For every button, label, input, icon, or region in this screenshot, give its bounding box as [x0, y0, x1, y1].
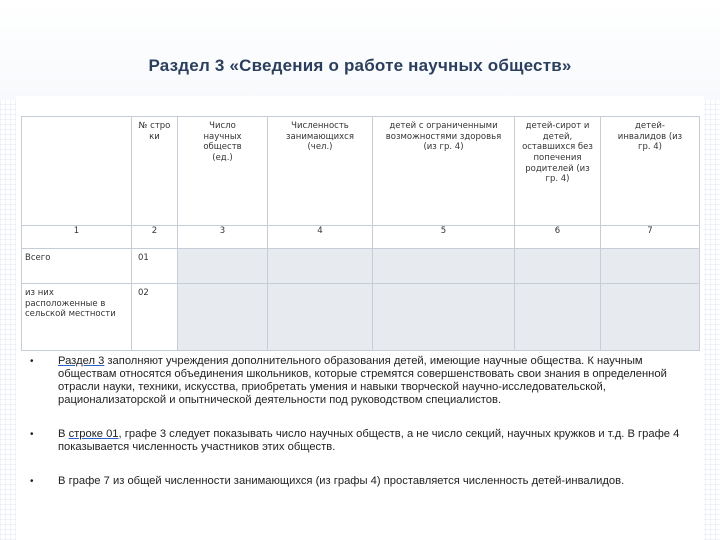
- data-cell[interactable]: [373, 249, 515, 284]
- note-text: , графе 3 следует показывать число научных обществ, а не число секций, научных кружков и т.д. В графе 4 показывается численность участников этих обществ.: [58, 428, 680, 453]
- header-cell-disabled-children: детей-инвалидов (из гр. 4): [601, 117, 700, 226]
- note-text: заполняют учреждения дополнительного образования детей, имеющие научные общества. К научным обществам относятся объединения школьников, которые стремятся совершенствовать свои знания в определенной отрасли науки, техники, искусства, приобретать умения и навыки творческой научно-исследовательской, рационализаторской и опытнической деятельности под руководством специалистов.: [58, 355, 667, 406]
- column-number-row: [22, 226, 700, 249]
- col-number: 4: [268, 226, 373, 249]
- note-prefix: В: [58, 428, 69, 440]
- row-code: 02: [132, 284, 178, 351]
- report-table: [21, 116, 700, 351]
- header-cell-participants: Численность занимающихся (чел.): [268, 117, 373, 226]
- table-row-total: [22, 249, 700, 284]
- data-cell[interactable]: [373, 284, 515, 351]
- header-cell-blank: [22, 117, 132, 226]
- col-number: 1: [22, 226, 132, 249]
- data-cell[interactable]: [178, 284, 268, 351]
- row-label: Всего: [22, 249, 132, 284]
- line-link[interactable]: строке 01: [68, 428, 119, 440]
- list-item: [28, 475, 696, 488]
- col-number: 6: [515, 226, 601, 249]
- data-cell[interactable]: [268, 284, 373, 351]
- data-cell[interactable]: [601, 249, 700, 284]
- col-number: 5: [373, 226, 515, 249]
- bullet-icon: •: [30, 476, 34, 487]
- notes-list: [28, 355, 696, 509]
- row-code: 01: [132, 249, 178, 284]
- header-cell-orphans: детей-сирот и детей, оставшихся без попечения родителей (из гр. 4): [515, 117, 601, 226]
- data-cell[interactable]: [268, 249, 373, 284]
- slide-content: [16, 96, 704, 540]
- list-item: [28, 355, 696, 407]
- col-number: 3: [178, 226, 268, 249]
- table-header-row: [22, 117, 700, 226]
- col-number: 2: [132, 226, 178, 249]
- data-cell[interactable]: [515, 249, 601, 284]
- col-number: 7: [601, 226, 700, 249]
- row-label: из них расположенные в сельской местности: [22, 284, 132, 351]
- note-text: В графе 7 из общей численности занимающихся (из графы 4) проставляется численность детей-инвалидов.: [58, 475, 625, 487]
- header-cell-societies-count: Число научных обществ (ед.): [178, 117, 268, 226]
- data-cell[interactable]: [178, 249, 268, 284]
- bullet-icon: •: [30, 356, 34, 367]
- data-cell[interactable]: [515, 284, 601, 351]
- header-cell-line-number: № стро ки: [132, 117, 178, 226]
- table-row-rural: [22, 284, 700, 351]
- header-cell-disabilities: детей с ограниченными возможностями здоровья (из гр. 4): [373, 117, 515, 226]
- slide-title: Раздел 3 «Сведения о работе научных обществ»: [148, 56, 572, 75]
- data-cell[interactable]: [601, 284, 700, 351]
- title-band: [0, 0, 720, 100]
- bullet-icon: •: [30, 429, 34, 440]
- section-link[interactable]: Раздел 3: [58, 355, 105, 367]
- list-item: [28, 428, 696, 454]
